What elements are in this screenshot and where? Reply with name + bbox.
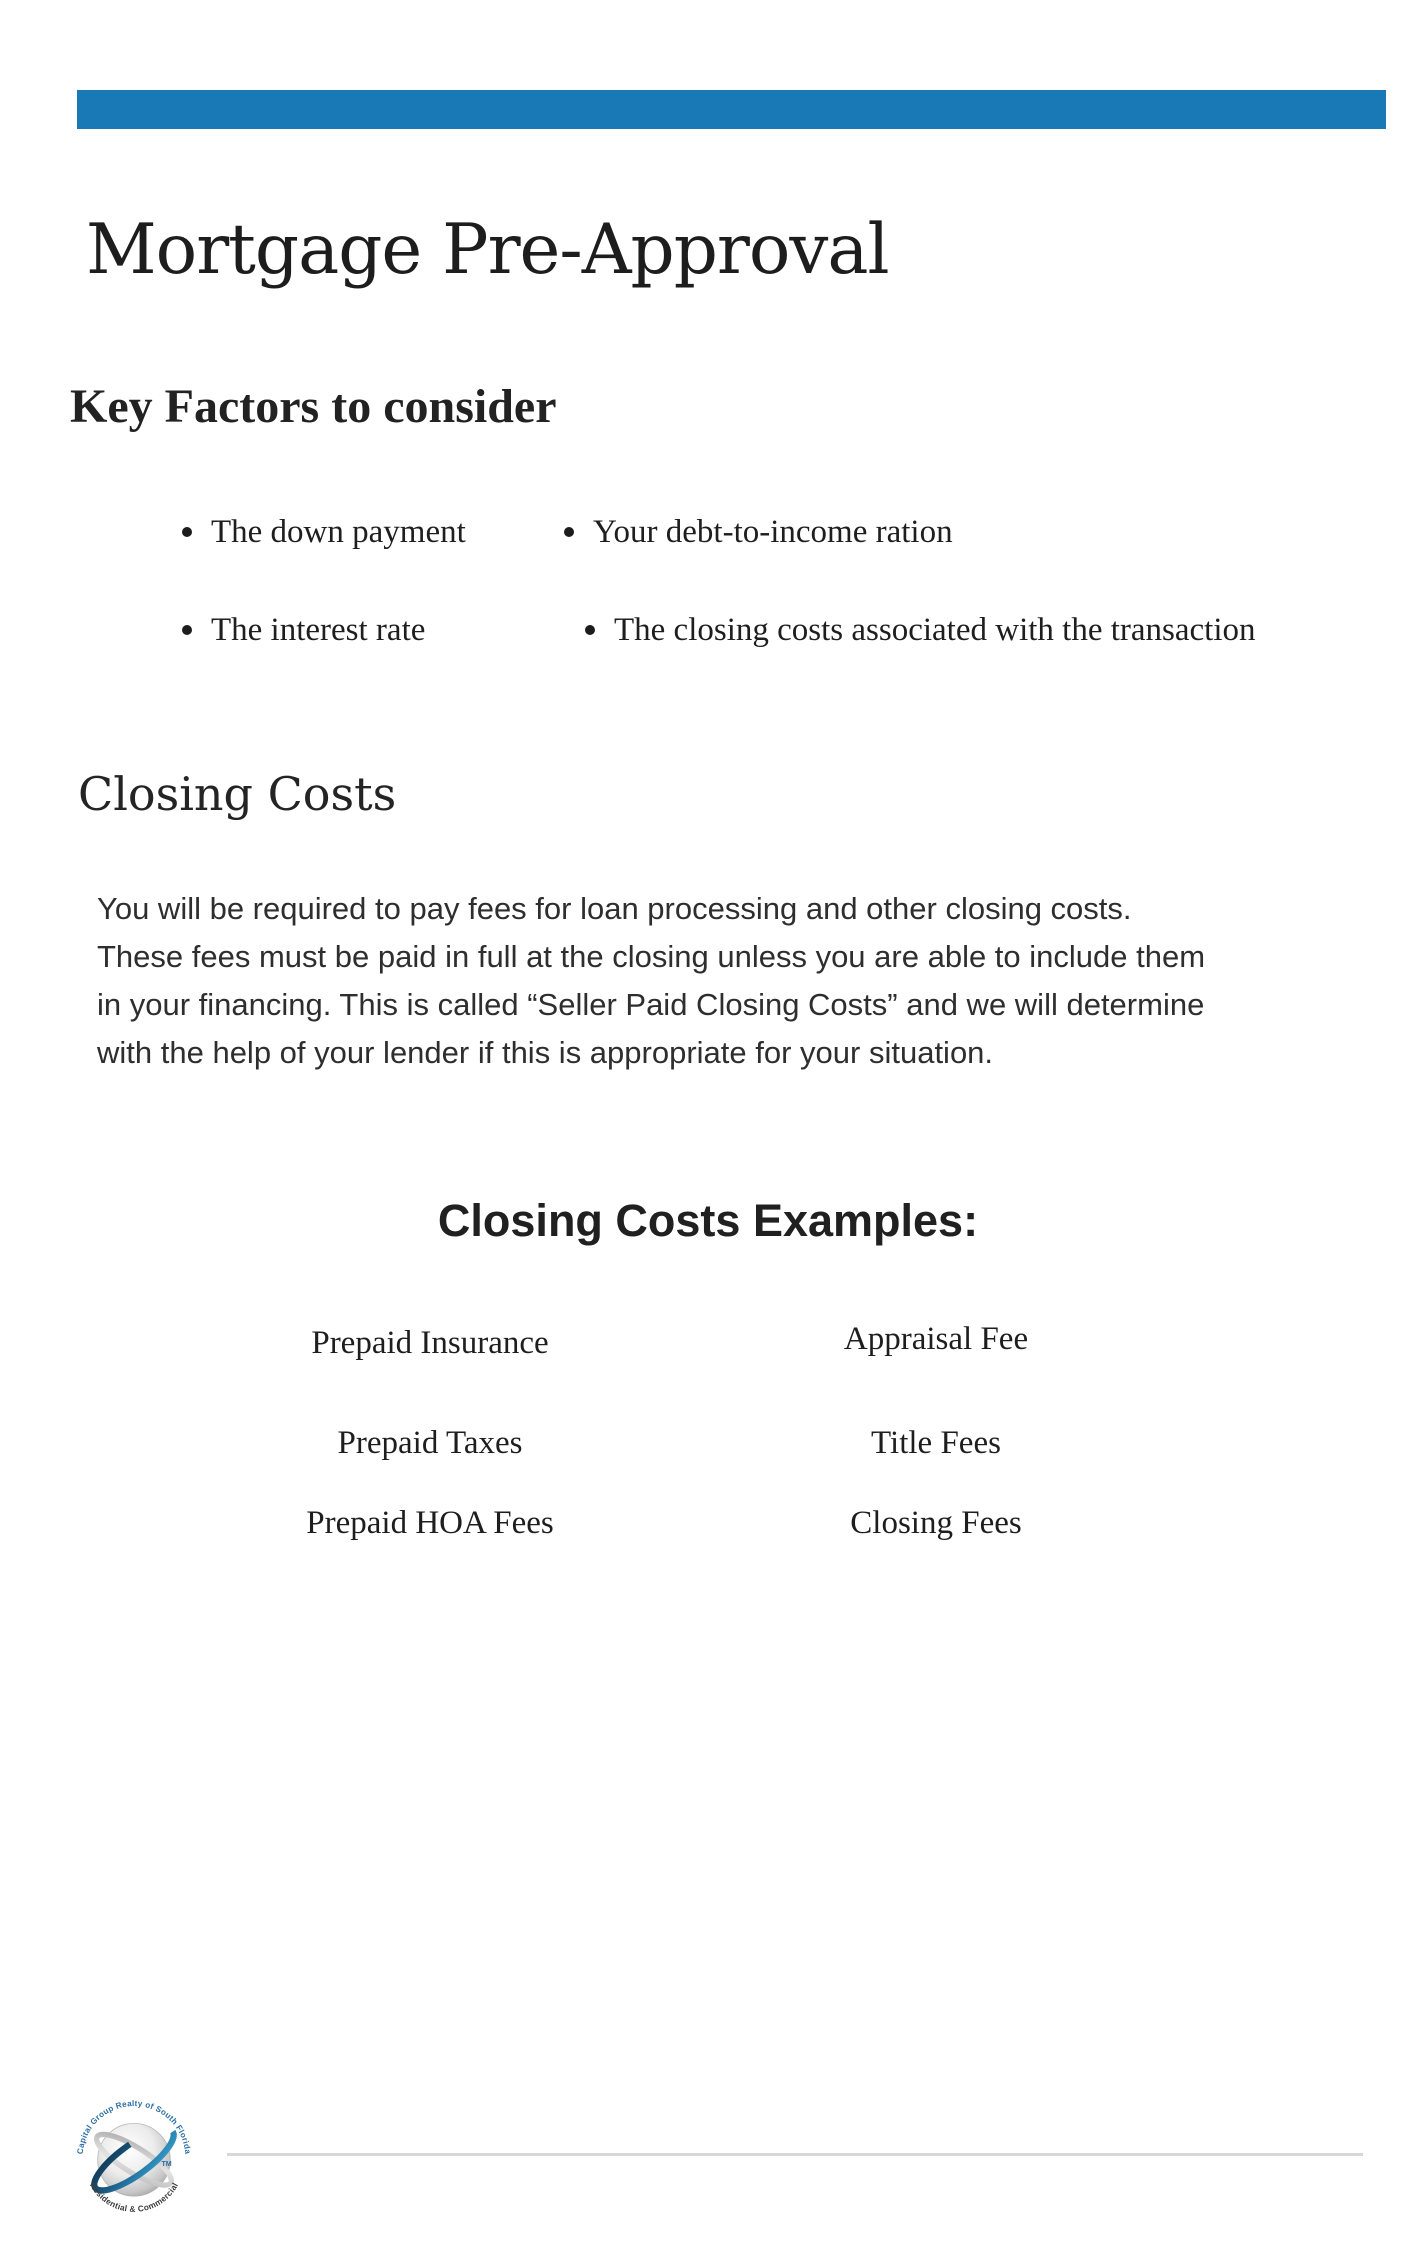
key-factors-heading: Key Factors to consider <box>70 380 557 433</box>
bullet-label: The closing costs associated with the transaction <box>614 612 1256 648</box>
bullet-icon <box>182 625 192 635</box>
paragraph-line: You will be required to pay fees for loan processing and other closing costs. <box>97 891 1132 926</box>
bullet-item-closing-costs <box>585 610 1256 650</box>
logo-arc-text-bottom: Residential & Commercial <box>87 2180 181 2214</box>
examples-heading: Closing Costs Examples: <box>437 1195 979 1246</box>
paragraph-line: These fees must be paid in full at the closing unless you are able to include them <box>97 939 1206 974</box>
paragraph-line: in your financing. This is called “Seller Paid Closing Costs” and we will determine <box>97 987 1205 1022</box>
bullet-icon <box>564 527 574 537</box>
bullet-item-debt-to-income <box>564 512 953 552</box>
paragraph-line: with the help of your lender if this is appropriate for your situation. <box>97 1035 994 1070</box>
company-logo <box>72 2096 196 2220</box>
closing-costs-paragraph <box>97 885 1205 1077</box>
example-item-prepaid-taxes: Prepaid Taxes <box>337 1425 523 1461</box>
closing-costs-heading: Closing Costs <box>78 767 397 821</box>
bullet-label: The interest rate <box>211 612 426 648</box>
bullet-label: Your debt-to-income ration <box>593 514 953 550</box>
bullet-item-down-payment <box>182 512 466 552</box>
bullet-item-interest-rate <box>182 610 425 650</box>
bullet-icon <box>182 527 192 537</box>
footer-divider <box>227 2153 1363 2156</box>
example-item-closing-fees: Closing Fees <box>850 1505 1022 1541</box>
accent-bar <box>77 90 1386 129</box>
example-item-prepaid-hoa-fees: Prepaid HOA Fees <box>306 1505 554 1541</box>
bullet-icon <box>585 625 595 635</box>
example-item-prepaid-insurance: Prepaid Insurance <box>311 1325 549 1361</box>
page-title: Mortgage Pre-Approval <box>86 210 889 290</box>
example-item-appraisal-fee: Appraisal Fee <box>843 1321 1029 1357</box>
logo-arc-text-top: Capital Group Realty of South Florida <box>75 2098 193 2155</box>
logo-trademark: TM <box>161 2159 172 2168</box>
bullet-label: The down payment <box>211 514 466 550</box>
example-item-title-fees: Title Fees <box>871 1425 1001 1461</box>
